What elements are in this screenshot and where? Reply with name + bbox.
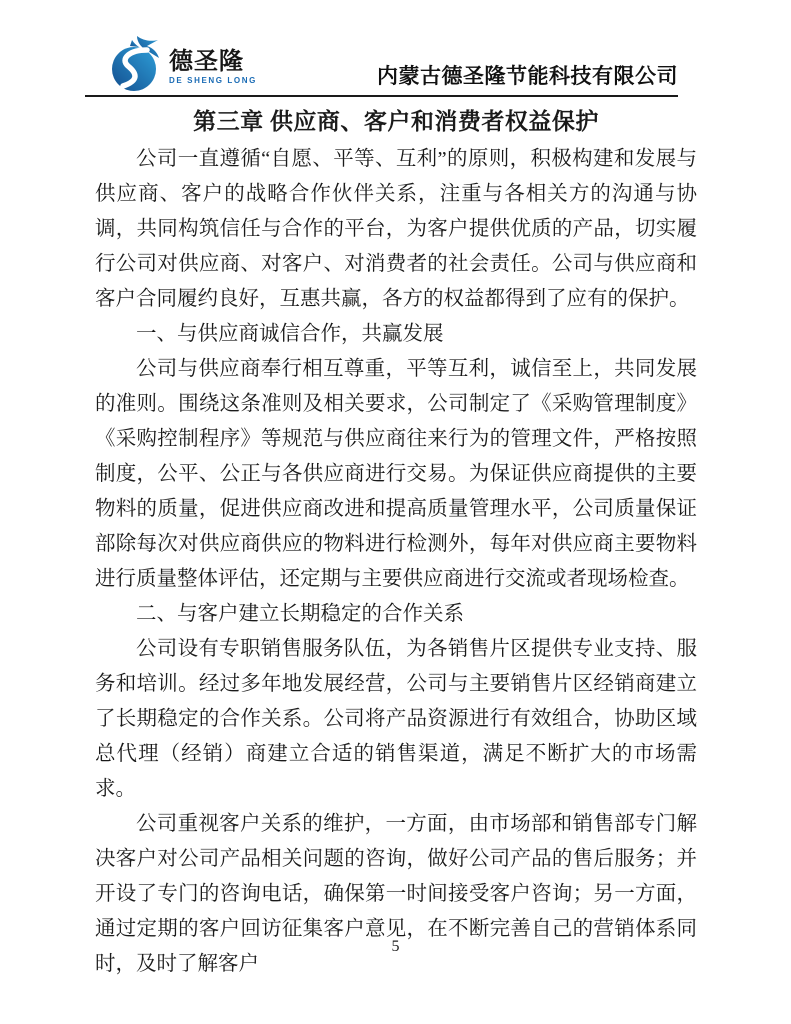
paragraph: 公司重视客户关系的维护，一方面，由市场部和销售部专门解决客户对公司产品相关问题的咨询，做好公司产品的售后服务；并开设了专门的咨询电话，确保第一时间接受客户咨询；另一方面，通过定期的客户回访征集客户意见，在不断完善自己的营销体系同时，及时了解客户	[95, 813, 697, 975]
logo-name-chinese: 德圣隆	[169, 48, 244, 75]
chapter-title: 第三章 供应商、客户和消费者权益保护	[193, 109, 599, 134]
company-logo	[108, 34, 257, 92]
company-name: 内蒙古德圣隆节能科技有限公司	[377, 64, 678, 88]
section-heading-1: 一、与供应商诚信合作，共赢发展	[136, 323, 444, 345]
page-number: 5	[391, 938, 400, 955]
section-heading-2: 二、与客户建立长期稳定的合作关系	[136, 603, 464, 625]
header-divider	[85, 95, 678, 97]
paragraph: 公司与供应商奉行相互尊重，平等互利，诚信至上，共同发展的准则。围绕这条准则及相关要求，公司制定了《采购管理制度》《采购控制程序》等规范与供应商往来行为的管理文件，严格按照制度，公平、公正与各供应商进行交易。为保证供应商提供的主要物料的质量，促进供应商改进和提高质量管理水平，公司质量保证部除每次对供应商供应的物料进行检测外，每年对供应商主要物料进行质量整体评估，还定期与主要供应商进行交流或者现场检查。	[95, 358, 697, 590]
logo-text	[169, 34, 257, 86]
document-content	[95, 104, 697, 982]
paragraph: 公司一直遵循“自愿、平等、互利”的原则，积极构建和发展与供应商、客户的战略合作伙伴关系，注重与各相关方的沟通与协调，共同构筑信任与合作的平台，为客户提供优质的产品，切实履行公司对供应商、对客户、对消费者的社会责任。公司与供应商和客户合同履约良好，互惠共赢，各方的权益都得到了应有的保护。	[95, 148, 697, 310]
paragraph: 公司设有专职销售服务队伍，为各销售片区提供专业支持、服务和培训。经过多年地发展经营，公司与主要销售片区经销商建立了长期稳定的合作关系。公司将产品资源进行有效组合，协助区域总代理（经销）商建立合适的销售渠道，满足不断扩大的市场需求。	[95, 638, 697, 800]
logo-name-english: DE SHENG LONG	[169, 76, 257, 85]
dragon-emblem-icon	[108, 34, 166, 92]
